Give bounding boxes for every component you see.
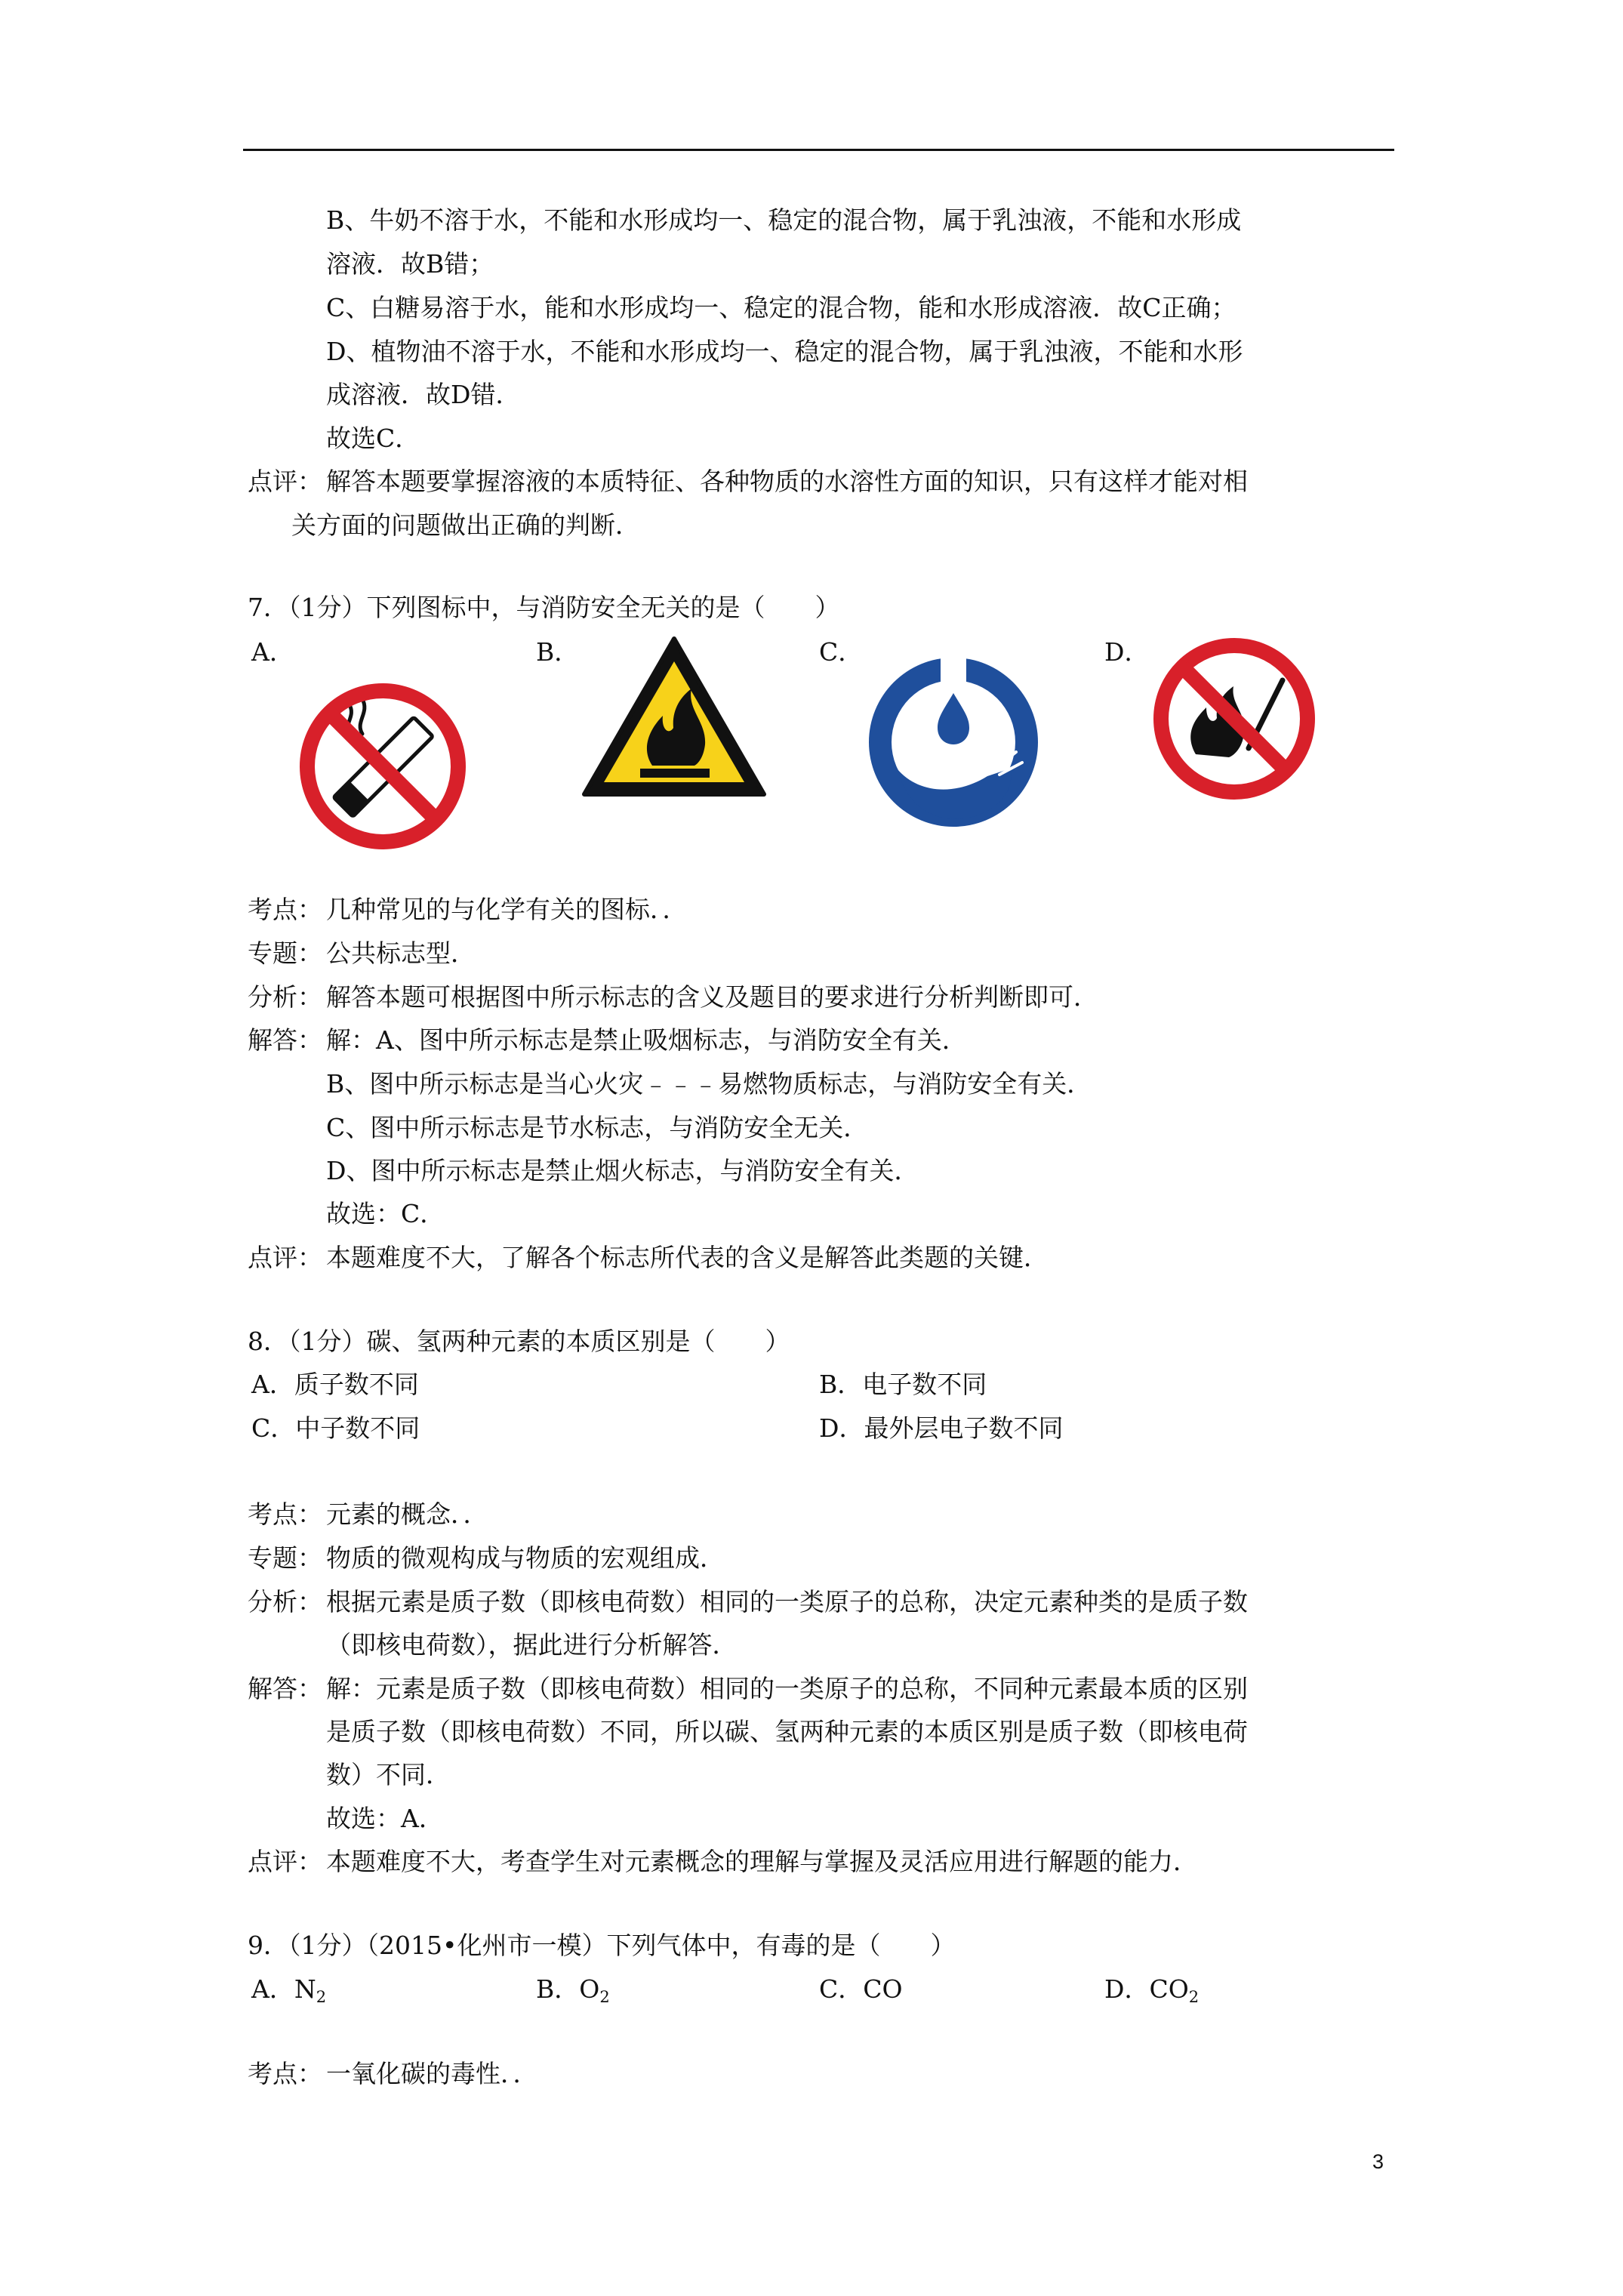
prev-comment-label: 点评： — [248, 467, 322, 496]
prev-choose: 故选C． — [326, 424, 420, 453]
prev-option-b-line2: 溶液．故B错； — [326, 249, 494, 279]
q8-point-label: 考点： — [248, 1499, 322, 1529]
q8-answer-choose: 故选：A． — [326, 1804, 444, 1833]
q8-option-c: C．中子数不同 — [251, 1413, 420, 1443]
q8-analysis-line1: 根据元素是质子数（即核电荷数）相同的一类原子的总称，决定元素种类的是质子数 — [326, 1587, 1248, 1616]
prev-comment-line1: 解答本题要掌握溶液的本质特征、各种物质的水溶性方面的知识，只有这样才能对相 — [326, 467, 1248, 496]
header-rule — [243, 149, 1394, 151]
q7-answer-line2: B、图中所示标志是当心火灾﹣﹣﹣易燃物质标志，与消防安全有关． — [326, 1069, 1092, 1099]
q7-option-b-label: B． — [536, 637, 580, 667]
q8-option-a: A．质子数不同 — [251, 1370, 419, 1399]
q9-point-label: 考点： — [248, 2059, 322, 2088]
prev-option-b-line1: B、牛奶不溶于水，不能和水形成均一、稳定的混合物，属于乳浊液，不能和水形成 — [326, 205, 1242, 235]
q8-title: 8．（1分）碳、氢两种元素的本质区别是（ ） — [248, 1327, 790, 1356]
q8-comment-label: 点评： — [248, 1847, 322, 1876]
q8-answer-line3: 数）不同． — [326, 1760, 451, 1789]
q8-topic: 物质的微观构成与物质的宏观组成． — [326, 1543, 725, 1573]
q7-answer-line1: 解：A、图中所示标志是禁止吸烟标志，与消防安全有关． — [326, 1025, 967, 1055]
q9-option-b: B．$O_2$ — [536, 1974, 610, 2006]
q9-option-d: D．$CO_2$ — [1104, 1974, 1200, 2006]
q7-comment: 本题难度不大，了解各个标志所代表的含义是解答此类题的关键． — [326, 1243, 1049, 1272]
q8-answer-label: 解答： — [248, 1674, 322, 1703]
q7-title: 7．（1分）下列图标中，与消防安全无关的是（ ） — [248, 593, 840, 622]
q7-comment-label: 点评： — [248, 1243, 322, 1272]
q9-option-a: A．$N_2$ — [251, 1974, 327, 2006]
q7-answer-line4: D、图中所示标志是禁止烟火标志，与消防安全有关． — [326, 1156, 919, 1185]
prev-option-d-line1: D、植物油不溶于水，不能和水形成均一、稳定的混合物，属于乳浊液，不能和水形 — [326, 337, 1243, 366]
q8-option-d: D．最外层电子数不同 — [819, 1413, 1064, 1443]
q7-option-c-label: C． — [819, 637, 864, 667]
q7-topic: 公共标志型． — [326, 938, 476, 968]
no-smoking-icon — [296, 680, 470, 853]
q8-option-b: B．电子数不同 — [819, 1370, 987, 1399]
q7-point-label: 考点： — [248, 895, 322, 924]
q7-answer-line3: C、图中所示标志是节水标志，与消防安全无关． — [326, 1113, 869, 1142]
q9-option-c: C．CO — [819, 1974, 903, 2004]
q7-option-a-label: A． — [251, 637, 294, 667]
q8-analysis-line2: （即核电荷数），据此进行分析解答． — [326, 1630, 738, 1660]
q7-analysis-label: 分析： — [248, 982, 322, 1012]
q7-option-d-label: D． — [1104, 637, 1150, 667]
q9-title: 9．（1分）（2015•化州市一模）下列气体中，有毒的是（ ） — [248, 1931, 956, 1960]
q7-topic-label: 专题： — [248, 938, 322, 968]
water-saving-icon — [867, 655, 1040, 829]
q8-answer-line2: 是质子数（即核电荷数）不同，所以碳、氢两种元素的本质区别是质子数（即核电荷 — [326, 1717, 1248, 1746]
no-fire-icon — [1150, 635, 1318, 803]
q8-answer-line1: 解：元素是质子数（即核电荷数）相同的一类原子的总称，不同种元素最本质的区别 — [326, 1674, 1248, 1703]
q7-answer-label: 解答： — [248, 1025, 322, 1055]
page-number: 3 — [1372, 2150, 1384, 2173]
q8-comment: 本题难度不大，考查学生对元素概念的理解与掌握及灵活应用进行解题的能力． — [326, 1847, 1198, 1876]
q8-analysis-label: 分析： — [248, 1587, 322, 1616]
prev-option-c: C、白糖易溶于水，能和水形成均一、稳定的混合物，能和水形成溶液．故C正确； — [326, 293, 1236, 322]
q7-answer-choose: 故选：C． — [326, 1199, 445, 1228]
q9-point: 一氧化碳的毒性．． — [326, 2059, 538, 2088]
prev-option-d-line2: 成溶液．故D错． — [326, 380, 521, 409]
q7-point: 几种常见的与化学有关的图标．． — [326, 895, 688, 924]
q8-topic-label: 专题： — [248, 1543, 322, 1573]
q8-point: 元素的概念．． — [326, 1499, 488, 1529]
q7-analysis: 解答本题可根据图中所示标志的含义及题目的要求进行分析判断即可． — [326, 982, 1098, 1012]
prev-comment-line2: 关方面的问题做出正确的判断． — [291, 510, 640, 540]
flammable-warning-icon — [580, 634, 768, 799]
